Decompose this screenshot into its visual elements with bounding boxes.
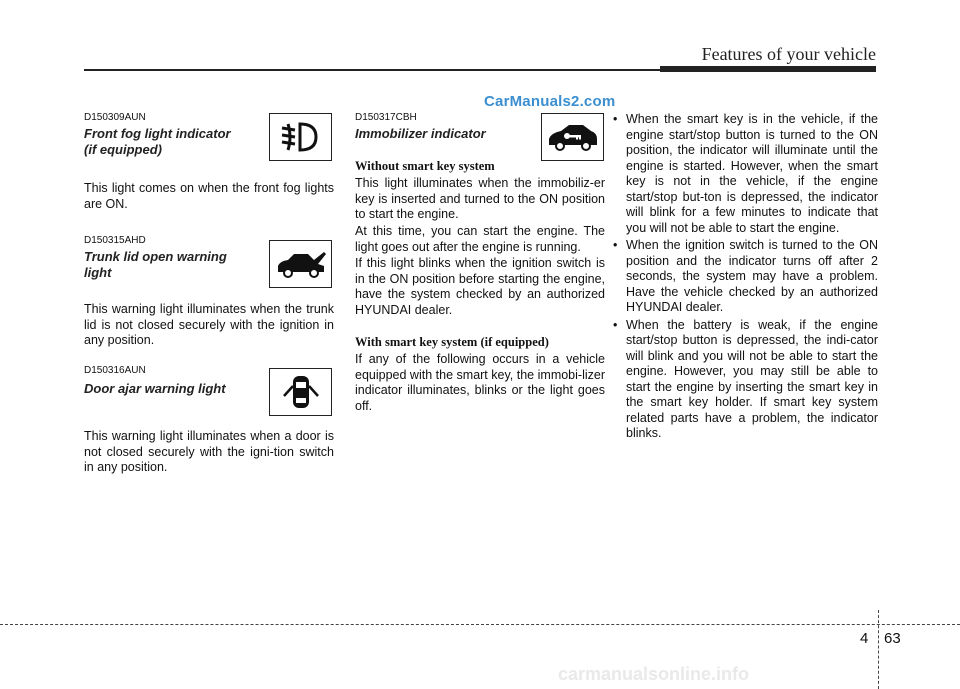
header-rule-accent [660, 66, 876, 72]
section-heading [84, 249, 227, 281]
bullet-item: • When the smart key is in the vehicle, if the engine start/stop button is turned to the ON position, the indicator will illuminate until the engine is started. However, when the smart key is not in the vehicle, if the engine start/stop but-ton is depressed, the indicator will blink for a few minutes to indicate that you will not be able to start the engine. [611, 112, 878, 236]
immobilizer-car-key-icon [545, 119, 601, 155]
paragraph: If any of the following occurs in a vehicle equipped with the smart key, the immobi-lizer indicator illuminates, blinks or the light goes off. [355, 352, 605, 413]
trunk-open-icon [274, 246, 328, 282]
section-body: This light comes on when the front fog lights are ON. [84, 181, 334, 211]
immobilizer-icon-box [541, 113, 604, 161]
section-code: D150315AHD [84, 235, 146, 246]
heading-line: Trunk lid open warning [84, 249, 227, 264]
footer-divider [878, 610, 879, 689]
subsection-heading: Without smart key system [355, 159, 495, 173]
page-header-title: Features of your vehicle [701, 44, 876, 64]
right-column-bullet-list [611, 112, 878, 444]
section-code: D150316AUN [84, 365, 146, 376]
heading-line: Front fog light indicator [84, 126, 231, 141]
heading-line: Door ajar warning light [84, 381, 226, 396]
trunk-open-icon-box [269, 240, 332, 288]
section-heading: Immobilizer indicator [355, 126, 486, 141]
paragraph: This light illuminates when the immobiliz-er key is inserted and turned to the ON position to start the engine. [355, 176, 605, 221]
door-ajar-icon-box [269, 368, 332, 416]
section-code: D150317CBH [355, 112, 417, 123]
paragraph: At this time, you can start the engine. The light goes out after the engine is running. [355, 224, 605, 254]
front-fog-light-icon-box [269, 113, 332, 161]
watermark-bottom[interactable]: carmanualsonline.info [558, 664, 750, 684]
section-body: This warning light illuminates when the trunk lid is not closed securely with the ignition in any position. [84, 302, 334, 347]
footer-rule [0, 624, 960, 625]
chapter-number: 4 [860, 630, 869, 647]
section-code: D150309AUN [84, 112, 146, 123]
page-number: 63 [884, 630, 901, 647]
section-body: This warning light illuminates when a door is not closed securely with the igni-tion switch in any position. [84, 429, 334, 474]
door-ajar-icon [276, 370, 326, 414]
section-heading [84, 126, 231, 158]
section-heading [84, 381, 226, 397]
subsection-heading: With smart key system (if equipped) [355, 335, 549, 349]
paragraph: If this light blinks when the ignition switch is in the ON position before starting the engine, have the system checked by an authorized HYUNDAI dealer. [355, 256, 605, 317]
bullet-item: • When the battery is weak, if the engine start/stop button is depressed, the indi-cator will blink and you will not be able to start the engine. However, you may still be able to start the engine by inserting the smart key in the smart key holder. If smart key system related parts have a problem, the indicator blinks. [611, 318, 878, 442]
watermark-top[interactable]: CarManuals2.com [484, 93, 616, 110]
heading-line: (if equipped) [84, 142, 162, 157]
heading-line: light [84, 265, 112, 280]
front-fog-light-icon [276, 118, 326, 156]
bullet-item: • When the ignition switch is turned to the ON position and the indicator turns off after 2 seconds, the system may have a problem. Have the vehicle checked by an authorized HYUNDAI dealer. [611, 238, 878, 316]
